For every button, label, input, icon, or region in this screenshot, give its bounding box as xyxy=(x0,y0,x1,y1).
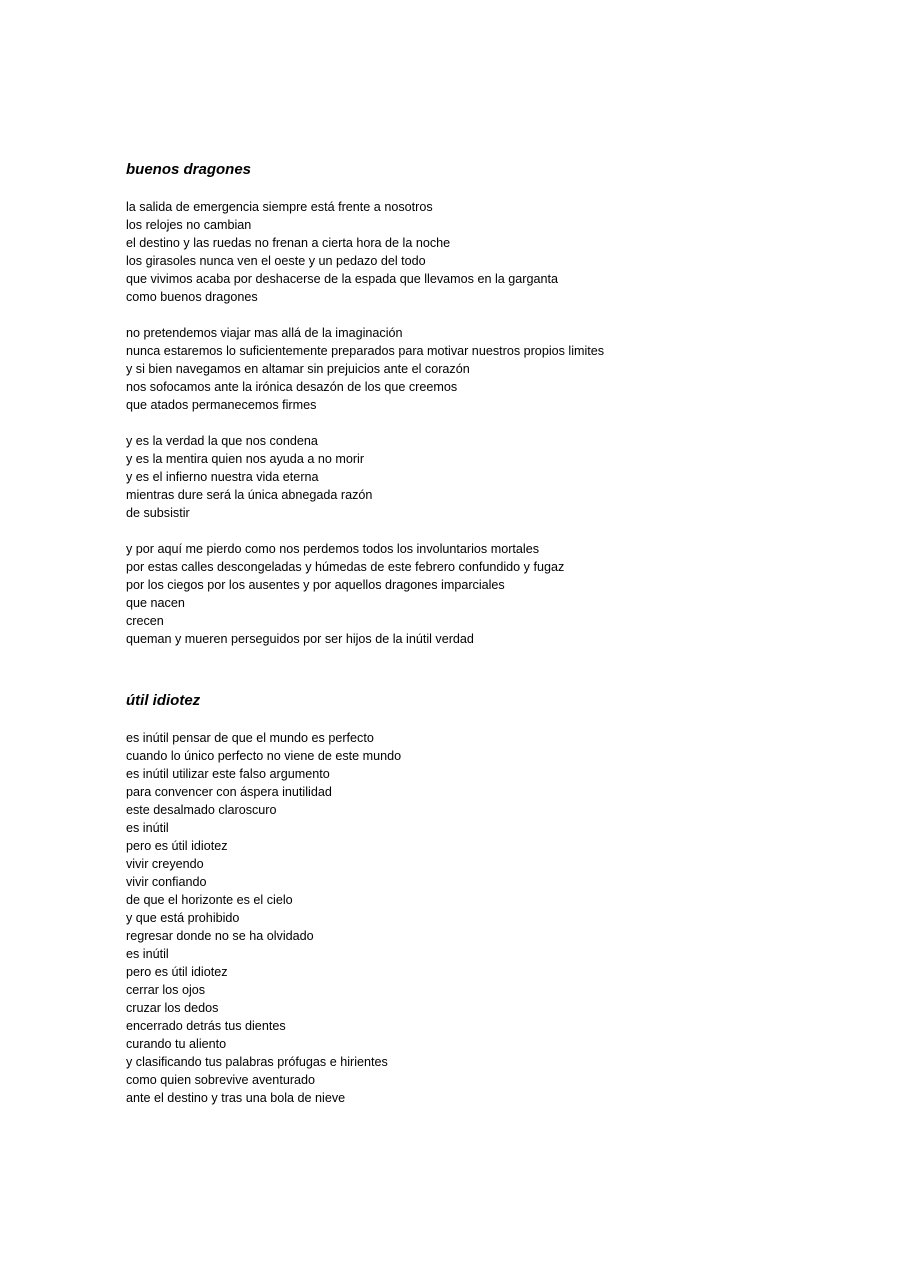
poem-line: que atados permanecemos firmes xyxy=(126,398,317,412)
poem-line: por estas calles descongeladas y húmedas de este febrero confundido y fugaz xyxy=(126,560,565,574)
poem-line: regresar donde no se ha olvidado xyxy=(126,929,314,943)
poem-line: que nacen xyxy=(126,596,185,610)
stanza xyxy=(126,324,866,414)
poem-line: crecen xyxy=(126,614,164,628)
poem-line: y por aquí me pierdo como nos perdemos todos los involuntarios mortales xyxy=(126,542,540,556)
poem-line: los girasoles nunca ven el oeste y un pedazo del todo xyxy=(126,254,426,268)
poem-line: encerrado detrás tus dientes xyxy=(126,1019,286,1033)
stanza xyxy=(126,432,866,522)
poem-line: y que está prohibido xyxy=(126,911,240,925)
poem-line: y es el infierno nuestra vida eterna xyxy=(126,470,319,484)
poem-line: y clasificando tus palabras prófugas e hirientes xyxy=(126,1055,388,1069)
poem-line: vivir creyendo xyxy=(126,857,204,871)
poem-line: los relojes no cambian xyxy=(126,218,252,232)
poem-line: cerrar los ojos xyxy=(126,983,206,997)
poem-line: y es la verdad la que nos condena xyxy=(126,434,318,448)
poem-buenos-dragones xyxy=(126,160,866,666)
poem-line: mientras dure será la única abnegada razón xyxy=(126,488,373,502)
stanza xyxy=(126,729,866,1107)
poem-line: es inútil pensar de que el mundo es perfecto xyxy=(126,731,374,745)
poem-line: y si bien navegamos en altamar sin prejuicios ante el corazón xyxy=(126,362,470,376)
poem-line: es inútil xyxy=(126,947,169,961)
poem-line: nunca estaremos lo suficientemente preparados para motivar nuestros propios limites xyxy=(126,344,605,358)
poem-line: la salida de emergencia siempre está frente a nosotros xyxy=(126,200,433,214)
poem-line: vivir confiando xyxy=(126,875,207,889)
poem-line: ante el destino y tras una bola de nieve xyxy=(126,1091,346,1105)
stanza xyxy=(126,540,866,648)
poem-body xyxy=(126,198,866,648)
poem-line: que vivimos acaba por deshacerse de la espada que llevamos en la garganta xyxy=(126,272,558,286)
poem-line: como buenos dragones xyxy=(126,290,258,304)
poem-line: como quien sobrevive aventurado xyxy=(126,1073,316,1087)
poem-line: el destino y las ruedas no frenan a cierta hora de la noche xyxy=(126,236,451,250)
poem-line: queman y mueren perseguidos por ser hijos de la inútil verdad xyxy=(126,632,474,646)
poem-util-idiotez xyxy=(126,691,866,1125)
poem-line: cuando lo único perfecto no viene de este mundo xyxy=(126,749,402,763)
poem-line: pero es útil idiotez xyxy=(126,839,228,853)
stanza xyxy=(126,198,866,306)
poem-line: pero es útil idiotez xyxy=(126,965,228,979)
poem-line: de subsistir xyxy=(126,506,190,520)
poem-line: y es la mentira quien nos ayuda a no morir xyxy=(126,452,365,466)
poem-line: curando tu aliento xyxy=(126,1037,227,1051)
poem-title: útil idiotez xyxy=(126,692,201,709)
poem-line: por los ciegos por los ausentes y por aquellos dragones imparciales xyxy=(126,578,505,592)
poem-body xyxy=(126,729,866,1107)
poem-line: no pretendemos viajar mas allá de la imaginación xyxy=(126,326,403,340)
poem-line: este desalmado claroscuro xyxy=(126,803,277,817)
poem-line: es inútil xyxy=(126,821,169,835)
poem-title: buenos dragones xyxy=(126,161,252,178)
poem-line: nos sofocamos ante la irónica desazón de los que creemos xyxy=(126,380,458,394)
poem-line: cruzar los dedos xyxy=(126,1001,219,1015)
poem-line: de que el horizonte es el cielo xyxy=(126,893,293,907)
poem-line: para convencer con áspera inutilidad xyxy=(126,785,332,799)
poem-line: es inútil utilizar este falso argumento xyxy=(126,767,330,781)
